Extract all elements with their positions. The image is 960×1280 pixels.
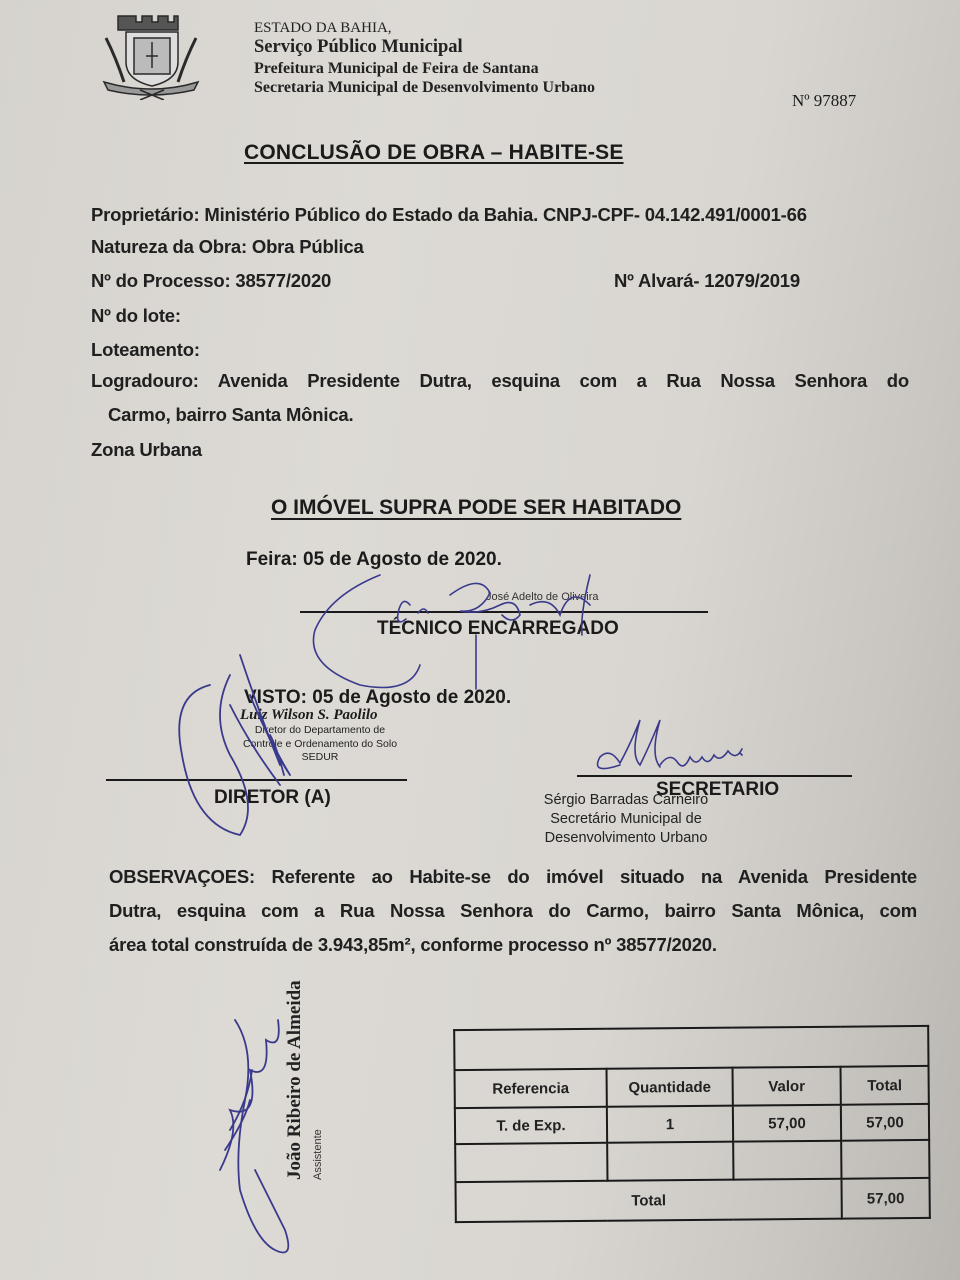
document-number: Nº 97887 (792, 91, 857, 110)
subdivision-field: Loteamento: (91, 339, 200, 360)
lot-field: Nº do lote: (91, 305, 181, 326)
coat-of-arms-icon (96, 8, 206, 100)
address-line-2: Carmo, bairro Santa Mônica. (108, 404, 354, 425)
assistant-role: Assistente (312, 1129, 324, 1180)
cell-total: 57,00 (841, 1104, 929, 1141)
secretary-role: SECRETARIO (656, 779, 780, 800)
director-signature (170, 655, 310, 845)
table-row (455, 1104, 929, 1144)
header-service: Serviço Público Municipal (254, 37, 463, 57)
header-valor: Valor (733, 1067, 841, 1106)
technician-signature-line (300, 611, 708, 613)
permit-field: Nº Alvará- 12079/2019 (614, 270, 800, 291)
nature-field: Natureza da Obra: Obra Pública (91, 236, 364, 257)
total-value: 57,00 (841, 1178, 929, 1219)
header-total: Total (841, 1066, 929, 1105)
assistant-name: João Ribeiro de Almeida (284, 980, 305, 1180)
cell-quantidade (607, 1142, 733, 1181)
total-label: Total (455, 1179, 841, 1222)
document-title: CONCLUSÃO DE OBRA – HABITE-SE (244, 141, 624, 164)
director-role: DIRETOR (A) (214, 787, 331, 808)
director-title-line-2: Controle e Ordenamento do Solo (242, 738, 398, 750)
cell-referencia: T. de Exp. (455, 1107, 607, 1144)
secretary-signature-line (577, 775, 852, 777)
assistant-signature (215, 1010, 325, 1260)
secretary-title-line-1: Secretário Municipal de (550, 811, 702, 827)
secretary-name: Sérgio Barradas Carneiro (543, 792, 709, 808)
director-signature-line (106, 779, 407, 781)
cell-valor: 57,00 (733, 1105, 841, 1142)
fees-table-top-row (454, 1026, 928, 1070)
observations-line-2: Dutra, esquina com a Rua Nossa Senhora do Carmo, bairro Santa Mônica, com (109, 900, 917, 921)
header-quantidade: Quantidade (607, 1068, 733, 1107)
cell-valor (733, 1141, 841, 1180)
habitation-declaration: O IMÓVEL SUPRA PODE SER HABITADO (271, 496, 682, 519)
cell-quantidade: 1 (607, 1106, 733, 1143)
director-name: Luiz Wilson S. Paolilo (240, 707, 378, 723)
fees-table-header (455, 1066, 929, 1108)
zone-field: Zona Urbana (91, 439, 202, 460)
header-state: ESTADO DA BAHIA, (254, 20, 392, 36)
process-field: Nº do Processo: 38577/2020 (91, 270, 332, 291)
director-title-line-3: SEDUR (301, 751, 339, 763)
owner-field: Proprietário: Ministério Público do Estado da Bahia. CNPJ-CPF- 04.142.491/0001-66 (91, 204, 807, 225)
table-row (455, 1140, 929, 1182)
director-date: VISTO: 05 de Agosto de 2020. (244, 687, 512, 708)
observations-line-1: OBSERVAÇOES: Referente ao Habite-se do imóvel situado na Avenida Presidente (109, 866, 917, 887)
technician-stamp: José Adelto de Oliveira (486, 591, 599, 603)
header-referencia: Referencia (455, 1069, 607, 1108)
cell-referencia (455, 1143, 607, 1182)
header-prefecture: Prefeitura Municipal de Feira de Santana (254, 60, 539, 77)
observations-line-3: área total construída de 3.943,85m², conforme processo nº 38577/2020. (109, 934, 717, 955)
header-secretariat: Secretaria Municipal de Desenvolvimento Urbano (254, 79, 596, 96)
technician-date: Feira: 05 de Agosto de 2020. (246, 549, 502, 570)
director-title-line-1: Diretor do Departamento de (254, 724, 386, 736)
cell-total (841, 1140, 929, 1179)
technician-role: TÉCNICO ENCARREGADO (377, 618, 619, 639)
observations (109, 860, 917, 962)
address-line-1: Logradouro: Avenida Presidente Dutra, esquina com a Rua Nossa Senhora do (91, 370, 909, 391)
secretary-title-line-2: Desenvolvimento Urbano (544, 830, 708, 846)
fees-table (453, 1025, 931, 1223)
fees-table-total-row (455, 1178, 929, 1222)
